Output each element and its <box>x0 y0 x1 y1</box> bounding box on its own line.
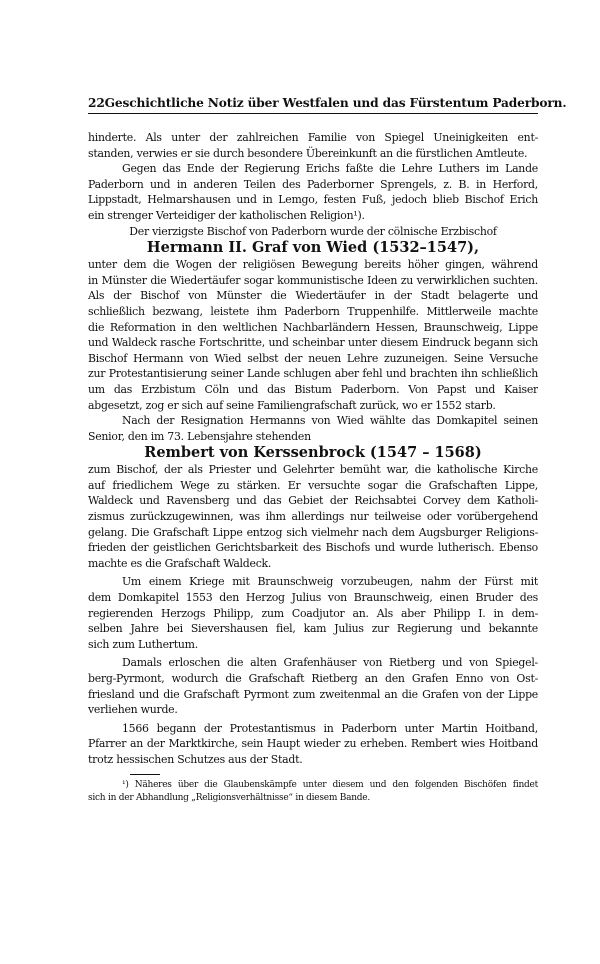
running-header <box>88 96 567 114</box>
paragraph <box>88 721 538 768</box>
text-line: dem Domkapitel 1553 den Herzog Julius von Braunschweig, einen Bruder des <box>88 591 538 605</box>
text-line: Der vierzigste Bischof von Paderborn wurde der cölnische Erzbischof <box>129 224 497 238</box>
text-line: Waldeck und Ravensberg und das Gebiet der Reichsabtei Corvey dem Katholi- <box>88 494 538 508</box>
text-line: Gegen das Ende der Regierung Erichs faßte die Lehre Luthers im Lande <box>122 162 538 176</box>
text-line: Pfarrer an der Marktkirche, sein Haupt wieder zu erheben. Rembert wies Hoitband <box>88 737 538 751</box>
text-line: gelang. Die Grafschaft Lippe entzog sich vielmehr nach dem Augsburger Religions- <box>88 525 538 539</box>
footnote-separator <box>130 774 160 775</box>
text-line: um das Erzbistum Cöln und das Bistum Paderborn. Von Papst und Kaiser <box>88 382 538 396</box>
text-line: regierenden Herzogs Philipp, zum Coadjutor an. Als aber Philipp I. in dem- <box>88 606 538 620</box>
text-line: und Waldeck rasche Fortschritte, und scheinbar unter diesem Eindruck begann sich <box>88 336 538 350</box>
text-line: auf friedlichem Wege zu stärken. Er versuchte sogar die Grafschaften Lippe, <box>88 478 538 492</box>
bishop-heading-hermann: Hermann II. Graf von Wied (1532–1547), <box>146 239 480 257</box>
text-line: Senior, den im 73. Lebensjahre stehenden <box>88 429 311 443</box>
text-line: unter dem die Wogen der religiösen Bewegung bereits höher gingen, während <box>88 258 538 272</box>
paragraph <box>88 224 538 240</box>
paragraph <box>88 130 538 161</box>
text-line: berg-Pyrmont, wodurch die Grafschaft Rietberg an den Grafen Enno von Ost- <box>88 672 538 685</box>
text-line: trotz hessischen Schutzes aus der Stadt. <box>88 752 303 766</box>
text-line: Um einem Kriege mit Braunschweig vorzubeugen, nahm der Fürst mit <box>122 575 538 589</box>
paragraph <box>88 161 538 223</box>
text-line: verliehen wurde. <box>88 703 178 717</box>
paragraph <box>88 655 538 717</box>
bishop-heading-rembert: Rembert von Kerssenbrock (1547 – 1568) <box>144 444 482 462</box>
text-line: Lippstadt, Helmarshausen und in Lemgo, festen Fuß, jedoch blieb Bischof Erich <box>88 193 538 207</box>
text-line: zum Bischof, der als Priester und Gelehrter bemüht war, die katholische Kirche <box>88 463 538 477</box>
running-title: Geschichtliche Notiz über Westfalen und das Fürstentum Paderborn. <box>104 96 567 110</box>
paragraph <box>88 413 538 444</box>
body-text <box>88 130 538 805</box>
text-line: machte es die Grafschaft Waldeck. <box>88 556 272 570</box>
text-line: friesland und die Grafschaft Pyrmont zum zweitenmal an die Grafen von der Lippe <box>88 687 538 701</box>
text-line: schließlich bezwang, leistete ihm Paderborn Truppenhilfe. Mittlerweile machte <box>88 304 538 318</box>
text-line: zur Protestantisierung seiner Lande schlugen aber fehl und brachten ihn schließlich <box>88 367 538 381</box>
text-line: in Münster die Wiedertäufer sogar kommunistische Ideen zu verwirklichen suchten. <box>88 273 538 287</box>
text-line: frieden der geistlichen Gerichtsbarkeit des Bischofs und wurde lutherisch. Ebenso <box>88 541 538 555</box>
text-line: ein strenger Verteidiger der katholischen Religion¹). <box>88 208 365 222</box>
text-line: die Reformation in den weltlichen Nachbarländern Hessen, Braunschweig, Lippe <box>88 320 538 334</box>
text-line: abgesetzt, zog er sich auf seine Familiengrafschaft zurück, wo er 1552 starb. <box>88 398 496 412</box>
text-line: selben Jahre bei Sievershausen fiel, kam Julius zur Regierung und bekannte <box>88 622 538 636</box>
paragraph <box>88 574 538 652</box>
text-line: Bischof Hermann von Wied selbst der neuen Lehre zuzuneigen. Seine Versuche <box>88 351 538 365</box>
text-line: Als der Bischof von Münster die Wiedertäufer in der Stadt belagerte und <box>88 289 538 303</box>
text-line: 1566 begann der Protestantismus in Paderborn unter Martin Hoitband, <box>122 721 538 735</box>
footnote-line: sich in der Abhandlung „Religionsverhältnisse“ in diesem Bande. <box>88 792 370 803</box>
footnote <box>88 779 538 805</box>
text-line: zismus zurückzugewinnen, was ihm allerdings nur teilweise oder vorübergehend <box>88 510 538 524</box>
paragraph <box>88 462 538 571</box>
footnote-line: ¹) Näheres über die Glaubenskämpfe unter diesem und den folgenden Bischöfen findet <box>122 779 538 790</box>
paragraph <box>88 257 538 413</box>
text-line: Nach der Resignation Hermanns von Wied wählte das Domkapitel seinen <box>122 414 538 428</box>
book-page <box>88 96 567 805</box>
text-line: hinderte. Als unter der zahlreichen Familie von Spiegel Uneinigkeiten ent- <box>88 131 538 144</box>
text-line: sich zum Luthertum. <box>88 637 198 651</box>
text-line: Damals erloschen die alten Grafenhäuser von Rietberg und von Spiegel- <box>122 656 538 670</box>
text-line: standen, verwies er sie durch besondere Übereinkunft an die fürstlichen Amtleute. <box>88 146 528 160</box>
page-number: 22 <box>88 96 105 110</box>
text-line: Paderborn und in anderen Teilen des Paderborner Sprengels, z. B. in Herford, <box>88 177 538 191</box>
